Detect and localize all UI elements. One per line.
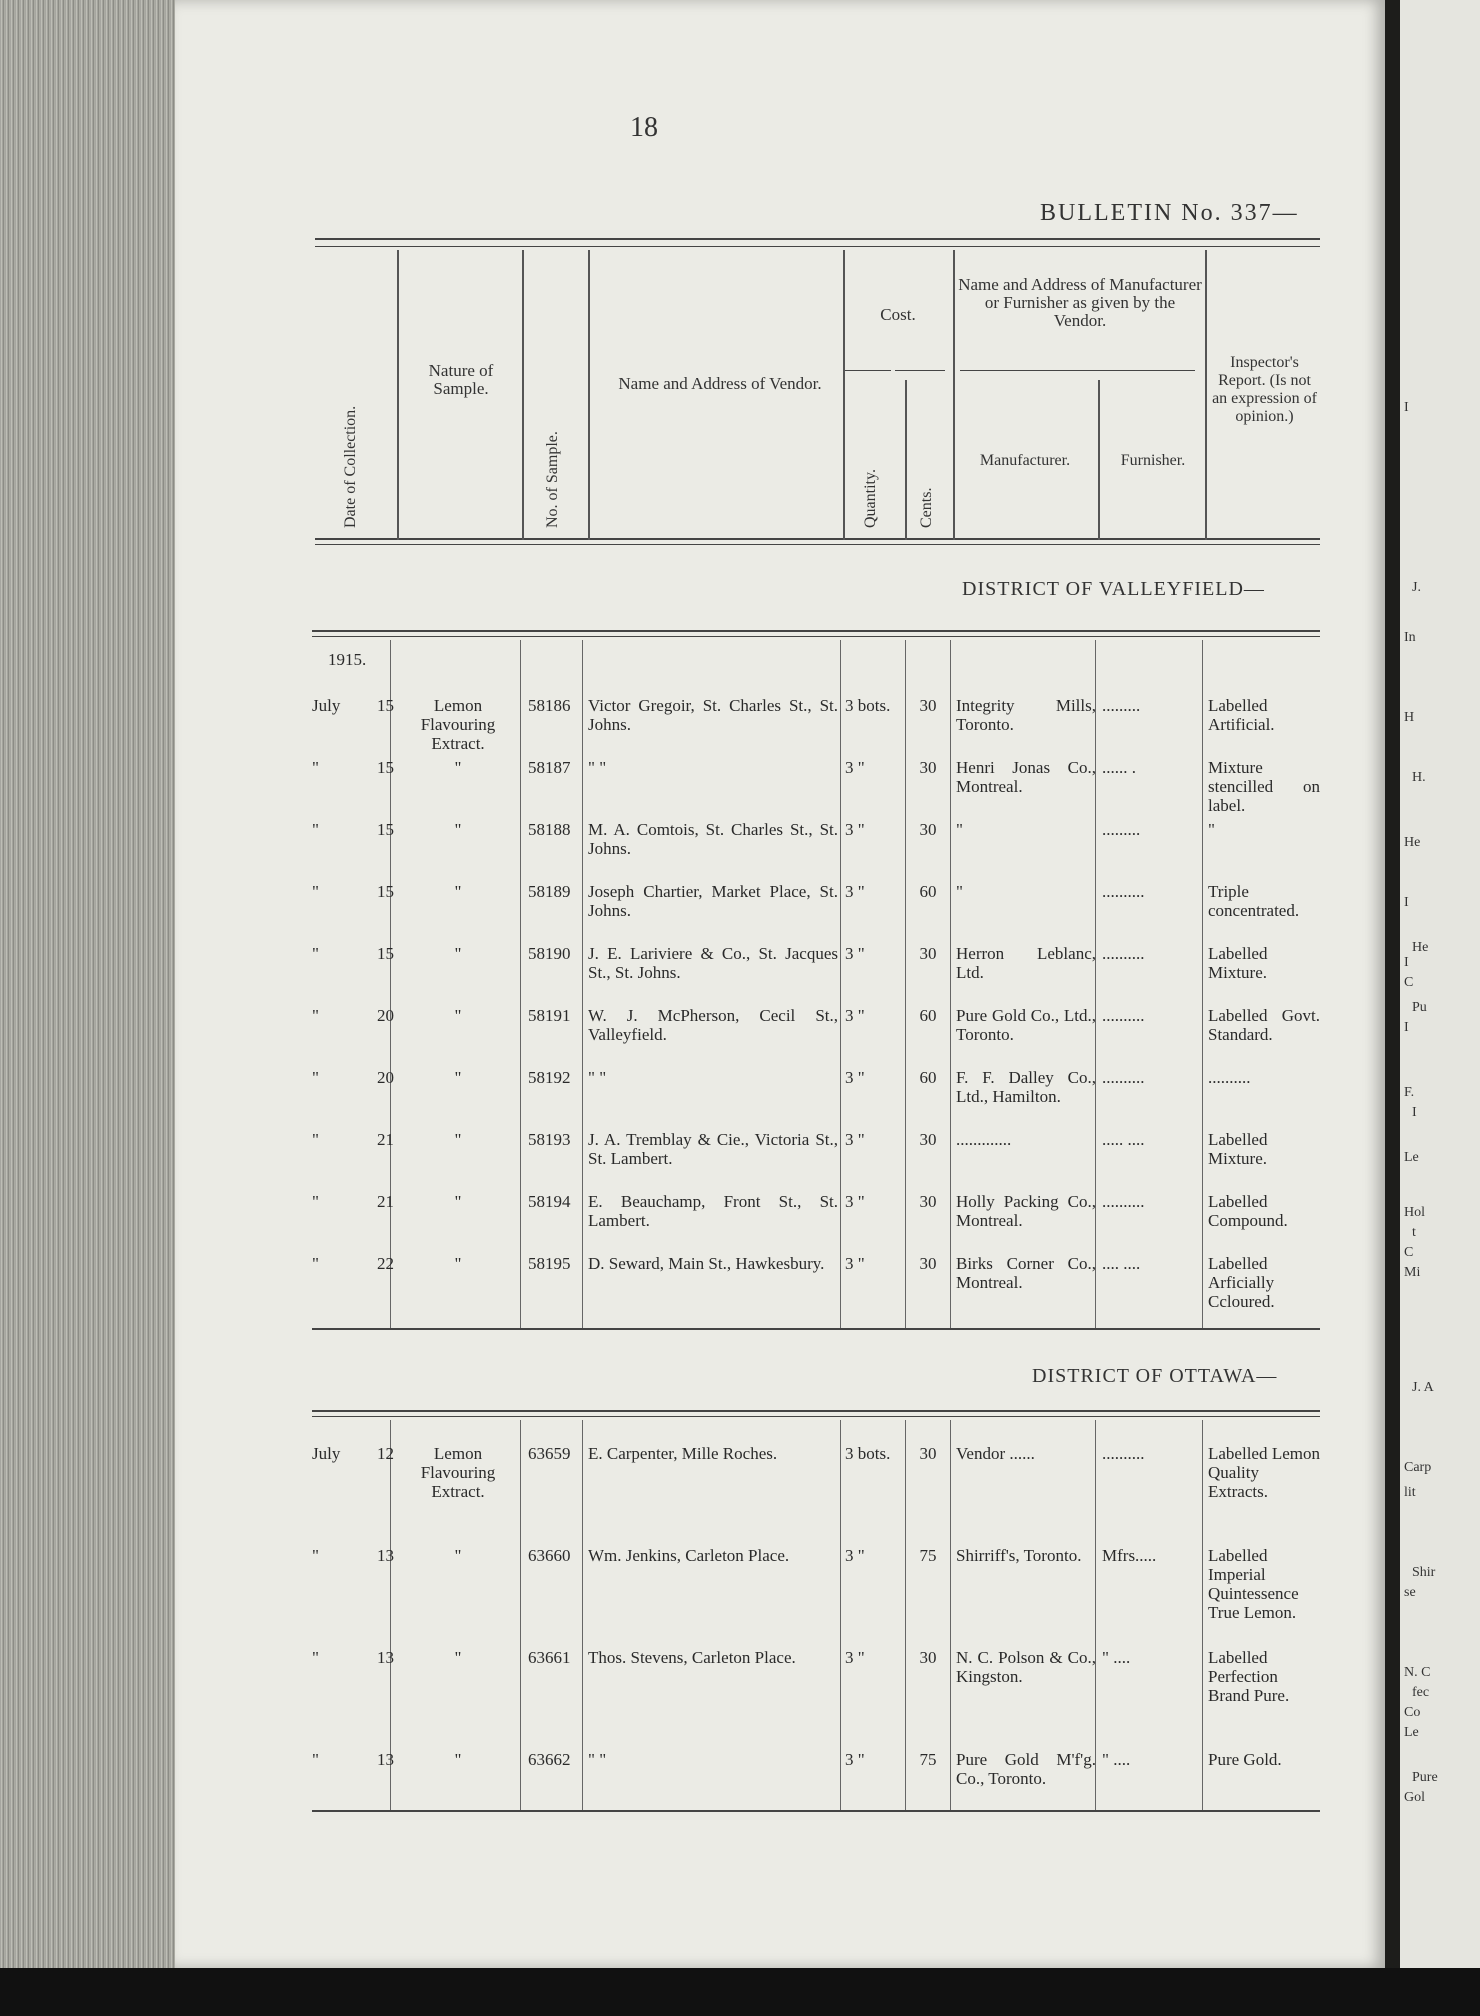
facing-page-text: I — [1412, 1105, 1417, 1120]
cell-manufacturer: " — [956, 882, 963, 901]
cell-qty: 3 " — [845, 1648, 865, 1667]
facing-page-text: Le — [1404, 1150, 1419, 1165]
cell-furnisher: ......... — [1102, 820, 1141, 839]
cell-day: 21 — [377, 1192, 394, 1211]
facing-page-text: Shir — [1412, 1565, 1436, 1580]
facing-page-text: I — [1404, 955, 1409, 970]
cell-furnisher: ......... — [1102, 696, 1141, 715]
cell-manufacturer: Integrity Mills, Toronto. — [956, 696, 1096, 734]
body-col-divider — [905, 640, 906, 1328]
cell-number: 63662 — [528, 1750, 571, 1769]
facing-page-text: Pure — [1412, 1770, 1438, 1785]
cell-manufacturer: " — [956, 820, 963, 839]
body-col-divider — [840, 1420, 841, 1810]
cell-vendor: Thos. Stevens, Carleton Place. — [588, 1648, 796, 1667]
cell-number: 58194 — [528, 1192, 571, 1211]
cell-month: " — [312, 1130, 319, 1149]
cell-number: 58190 — [528, 944, 571, 963]
header-cents: Cents. — [918, 487, 935, 528]
cell-cents: 75 — [919, 1750, 937, 1769]
facing-page-text: I — [1404, 400, 1409, 415]
facing-page-text: Co — [1404, 1705, 1421, 1720]
header-maker: Name and Address of Manufacturer or Furnisher as given by the Vendor. — [958, 275, 1202, 330]
table-top-rule-inner — [315, 246, 1320, 247]
cell-manufacturer: Herron Leblanc, Ltd. — [956, 944, 1096, 982]
cell-report: Labelled Lemon Quality Extracts. — [1208, 1444, 1320, 1501]
cell-month: " — [312, 1254, 319, 1273]
cell-cents: 30 — [919, 1192, 937, 1211]
cell-month: " — [312, 1750, 319, 1769]
cell-day: 13 — [377, 1750, 394, 1769]
cell-report: Labelled Mixture. — [1208, 1130, 1268, 1168]
cell-number: 58192 — [528, 1068, 571, 1087]
cell-day: 12 — [377, 1444, 394, 1463]
cell-qty: 3 " — [845, 882, 865, 901]
cell-day: 15 — [377, 820, 394, 839]
header-furnisher: Furnisher. — [1120, 452, 1186, 469]
scan-bottom-border — [0, 1968, 1480, 2016]
cell-cents: 30 — [919, 1648, 937, 1667]
scanned-page — [175, 0, 1385, 1968]
cell-nature: " — [454, 1068, 462, 1087]
body-col-divider — [520, 640, 521, 1328]
cell-report: Labelled Artificial. — [1208, 696, 1275, 734]
header-number: No. of Sample. — [544, 431, 561, 528]
facing-page-text: F. — [1404, 1085, 1415, 1100]
col-divider-2 — [522, 250, 524, 540]
cell-qty: 3 " — [845, 944, 865, 963]
facing-page-text: I — [1404, 1020, 1409, 1035]
cell-number: 63661 — [528, 1648, 571, 1667]
body-col-divider — [1202, 1420, 1203, 1810]
cell-manufacturer: Holly Packing Co., Montreal. — [956, 1192, 1096, 1230]
facing-page-text: Pu — [1412, 1000, 1427, 1015]
cell-vendor: " " — [588, 758, 607, 777]
cell-day: 20 — [377, 1068, 394, 1087]
cell-day: 13 — [377, 1648, 394, 1667]
col-divider-4 — [843, 250, 845, 540]
district-title: DISTRICT OF OTTAWA— — [1032, 1365, 1278, 1387]
cell-cents: 30 — [919, 1444, 937, 1463]
cell-cents: 60 — [919, 1006, 937, 1025]
cell-furnisher: ..... .... — [1102, 1130, 1145, 1149]
body-col-divider — [1202, 640, 1203, 1328]
district-rule-inner — [312, 1416, 1320, 1417]
cell-day: 15 — [377, 696, 394, 715]
cell-month: " — [312, 1006, 319, 1025]
facing-page-text: H. — [1412, 770, 1426, 785]
cost-underline-a — [843, 370, 891, 371]
cell-month: " — [312, 1068, 319, 1087]
cell-number: 58186 — [528, 696, 571, 715]
cell-furnisher: .......... — [1102, 1068, 1145, 1087]
cell-cents: 30 — [919, 820, 937, 839]
cell-manufacturer: Henri Jonas Co., Montreal. — [956, 758, 1096, 796]
cell-nature: Lemon Flavouring Extract. — [420, 1444, 496, 1501]
facing-page-text: J. — [1412, 580, 1421, 595]
cell-manufacturer: N. C. Polson & Co., Kingston. — [956, 1648, 1096, 1686]
header-nature: Nature of Sample. — [428, 361, 494, 398]
cell-month: " — [312, 944, 319, 963]
col-divider-1 — [397, 250, 399, 540]
facing-page-text: Gol — [1404, 1790, 1425, 1805]
cell-cents: 60 — [919, 1068, 937, 1087]
cell-qty: 3 " — [845, 820, 865, 839]
cell-furnisher: " .... — [1102, 1648, 1131, 1667]
cell-report: Pure Gold. — [1208, 1750, 1282, 1769]
cell-nature: " — [454, 1192, 462, 1211]
cell-vendor: Victor Gregoir, St. Charles St., St. Johns. — [588, 696, 838, 734]
cell-furnisher: .... .... — [1102, 1254, 1141, 1273]
facing-page-text: Hol — [1404, 1205, 1425, 1220]
header-vendor: Name and Address of Vendor. — [618, 374, 822, 393]
cell-qty: 3 " — [845, 1006, 865, 1025]
cell-vendor: D. Seward, Main St., Hawkesbury. — [588, 1254, 825, 1273]
cell-vendor: E. Beauchamp, Front St., St. Lambert. — [588, 1192, 838, 1230]
facing-page-text: I — [1404, 895, 1409, 910]
cell-qty: 3 " — [845, 1750, 865, 1769]
cell-furnisher: .......... — [1102, 1192, 1145, 1211]
cell-qty: 3 " — [845, 1254, 865, 1273]
header-cost: Cost. — [880, 305, 916, 324]
cell-vendor: " " — [588, 1750, 607, 1769]
col-divider-3 — [588, 250, 590, 540]
maker-underline — [960, 370, 1195, 371]
cell-report: Labelled Perfection Brand Pure. — [1208, 1648, 1290, 1705]
cell-day: 15 — [377, 882, 394, 901]
body-col-divider — [950, 640, 951, 1328]
cell-cents: 30 — [919, 758, 937, 777]
cell-vendor: J. E. Lariviere & Co., St. Jacques St., St. Johns. — [588, 944, 838, 982]
cell-day: 21 — [377, 1130, 394, 1149]
cost-underline-b — [895, 370, 945, 371]
cell-manufacturer: Vendor ...... — [956, 1444, 1035, 1463]
table-top-rule — [315, 238, 1320, 240]
body-col-divider — [582, 640, 583, 1328]
cell-day: 13 — [377, 1546, 394, 1565]
facing-page-text: lit — [1404, 1485, 1416, 1500]
cell-vendor: " " — [588, 1068, 607, 1087]
cell-manufacturer: F. F. Dalley Co., Ltd., Hamilton. — [956, 1068, 1096, 1106]
cell-vendor: Joseph Chartier, Market Place, St. Johns. — [588, 882, 838, 920]
cell-report: Labelled Mixture. — [1208, 944, 1268, 982]
page-number: 18 — [630, 112, 658, 143]
cell-nature: Lemon Flavouring Extract. — [420, 696, 496, 753]
cell-furnisher: " .... — [1102, 1750, 1131, 1769]
header-date: Date of Collection. — [342, 405, 359, 528]
cell-number: 63660 — [528, 1546, 571, 1565]
cell-manufacturer: ............. — [956, 1130, 1012, 1149]
cell-number: 58189 — [528, 882, 571, 901]
body-col-divider — [840, 640, 841, 1328]
facing-page-text: fec — [1412, 1685, 1430, 1700]
cell-nature: " — [454, 1006, 462, 1025]
cell-nature: " — [454, 1546, 462, 1565]
cell-qty: 3 " — [845, 758, 865, 777]
cell-manufacturer: Shirriff's, Toronto. — [956, 1546, 1082, 1565]
header-bottom-rule-inner — [315, 544, 1320, 545]
facing-page-text: Carp — [1404, 1460, 1432, 1475]
cell-month: " — [312, 758, 319, 777]
cell-number: 58188 — [528, 820, 571, 839]
cell-month: " — [312, 1546, 319, 1565]
district-rule — [312, 630, 1320, 632]
cell-nature: " — [454, 1750, 462, 1769]
cell-nature: " — [454, 944, 462, 963]
cell-cents: 30 — [919, 1130, 937, 1149]
cell-number: 58187 — [528, 758, 571, 777]
cell-nature: " — [454, 1130, 462, 1149]
col-divider-5 — [905, 380, 907, 540]
cell-month: " — [312, 882, 319, 901]
cell-furnisher: ...... . — [1102, 758, 1136, 777]
cell-furnisher: .......... — [1102, 944, 1145, 963]
cell-number: 58193 — [528, 1130, 571, 1149]
header-manufacturer: Manufacturer. — [979, 452, 1071, 469]
facing-page-text: H — [1404, 710, 1415, 725]
body-col-divider — [520, 1420, 521, 1810]
cell-report: Mixture stencilled on label. — [1208, 758, 1320, 815]
header-quantity: Quantity. — [862, 469, 879, 528]
cell-report: Labelled Arficially Ccloured. — [1208, 1254, 1275, 1311]
facing-page-text: C — [1404, 975, 1414, 990]
cell-month: " — [312, 1192, 319, 1211]
year-label: 1915. — [328, 650, 367, 669]
cell-cents: 30 — [919, 1254, 937, 1273]
facing-page-text: In — [1404, 630, 1416, 645]
body-col-divider — [390, 640, 391, 1328]
cell-number: 58195 — [528, 1254, 571, 1273]
book-page-edges — [0, 0, 175, 2016]
cell-nature: " — [454, 1648, 462, 1667]
cell-vendor: J. A. Tremblay & Cie., Victoria St., St. Lambert. — [588, 1130, 838, 1168]
cell-vendor: M. A. Comtois, St. Charles St., St. Johns. — [588, 820, 838, 858]
facing-page-text: Mi — [1404, 1265, 1421, 1280]
cell-report: Labelled Compound. — [1208, 1192, 1288, 1230]
cell-day: 20 — [377, 1006, 394, 1025]
cell-nature: " — [454, 758, 462, 777]
cell-report: " — [1208, 820, 1215, 839]
cell-furnisher: .......... — [1102, 1006, 1145, 1025]
cell-nature: " — [454, 1254, 462, 1273]
facing-page-text: Le — [1404, 1725, 1419, 1740]
cell-nature: " — [454, 882, 462, 901]
cell-vendor: W. J. McPherson, Cecil St., Valleyfield. — [588, 1006, 838, 1044]
facing-page-text: t — [1412, 1225, 1416, 1240]
header-bottom-rule — [315, 538, 1320, 540]
cell-cents: 60 — [919, 882, 937, 901]
section-bottom-rule — [312, 1810, 1320, 1812]
facing-page-text: C — [1404, 1245, 1414, 1260]
cell-furnisher: .......... — [1102, 1444, 1145, 1463]
facing-page-text: N. C — [1404, 1665, 1431, 1680]
col-divider-6 — [953, 250, 955, 540]
section-bottom-rule — [312, 1328, 1320, 1330]
cell-day: 22 — [377, 1254, 394, 1273]
facing-page-fragment — [1400, 0, 1480, 2016]
bulletin-heading: BULLETIN No. 337— — [1040, 200, 1299, 226]
cell-cents: 30 — [919, 944, 937, 963]
cell-month: July — [312, 1444, 341, 1463]
cell-number: 63659 — [528, 1444, 571, 1463]
cell-cents: 30 — [919, 696, 937, 715]
cell-month: " — [312, 820, 319, 839]
facing-page-text: se — [1404, 1585, 1416, 1600]
cell-nature: " — [454, 820, 462, 839]
cell-qty: 3 " — [845, 1192, 865, 1211]
cell-qty: 3 bots. — [845, 696, 891, 715]
cell-month: " — [312, 1648, 319, 1667]
cell-furnisher: Mfrs..... — [1102, 1546, 1157, 1565]
cell-report: .......... — [1208, 1068, 1251, 1087]
cell-qty: 3 bots. — [845, 1444, 891, 1463]
cell-day: 15 — [377, 758, 394, 777]
cell-month: July — [312, 696, 341, 715]
cell-manufacturer: Pure Gold M'f'g. Co., Toronto. — [956, 1750, 1096, 1788]
col-divider-8 — [1205, 250, 1207, 540]
district-rule-inner — [312, 636, 1320, 637]
cell-furnisher: .......... — [1102, 882, 1145, 901]
cell-qty: 3 " — [845, 1130, 865, 1149]
cell-manufacturer: Birks Corner Co., Montreal. — [956, 1254, 1096, 1292]
cell-report: Labelled Govt. Standard. — [1208, 1006, 1320, 1044]
cell-vendor: Wm. Jenkins, Carleton Place. — [588, 1546, 790, 1565]
cell-day: 15 — [377, 944, 394, 963]
cell-qty: 3 " — [845, 1546, 865, 1565]
cell-cents: 75 — [919, 1546, 937, 1565]
facing-page-text: J. A — [1412, 1380, 1434, 1395]
cell-manufacturer: Pure Gold Co., Ltd., Toronto. — [956, 1006, 1096, 1044]
cell-qty: 3 " — [845, 1068, 865, 1087]
cell-vendor: E. Carpenter, Mille Roches. — [588, 1444, 778, 1463]
facing-page-text: He — [1412, 940, 1429, 955]
district-title: DISTRICT OF VALLEYFIELD— — [962, 578, 1265, 600]
header-report: Inspector's Report. (Is not an expression of opinion.) — [1212, 354, 1317, 425]
cell-report: Triple concentrated. — [1208, 882, 1300, 920]
cell-number: 58191 — [528, 1006, 571, 1025]
facing-page-text: He — [1404, 835, 1421, 850]
district-rule — [312, 1410, 1320, 1412]
cell-report: Labelled Imperial Quintessence True Lemon. — [1208, 1546, 1299, 1622]
